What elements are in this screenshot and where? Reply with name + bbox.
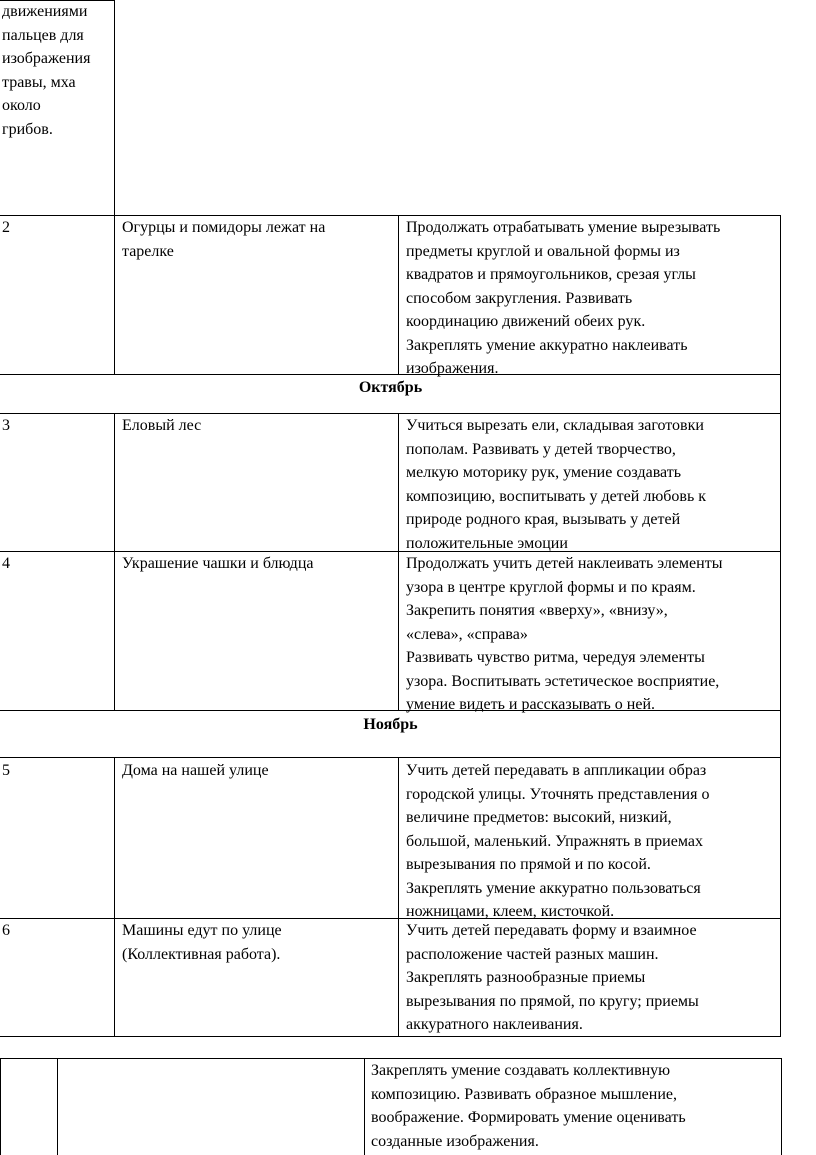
month-header-october: Октябрь <box>358 379 423 396</box>
row-topic: Украшение чашки и блюдца <box>122 555 314 572</box>
row-goals: Продолжать учить детей наклеивать элементы узора в центре круглой формы и по краям. Закрепить понятия «вверху», «внизу», «слева», «справа» Развивать чувство ритма, чередуя элементы узора. Воспитывать эстетическое восприятие, умение видеть и рассказывать о ней. <box>406 555 723 713</box>
row-topic: Машины едут по улице (Коллективная работа). <box>122 922 282 963</box>
row-goals: Учить детей передавать форму и взаимное расположение частей разных машин. Закреплять разнообразные приемы вырезывания по прямой, по кругу; приемы аккуратного наклеивания. <box>406 922 699 1033</box>
row-number: 5 <box>2 762 10 779</box>
row-topic: Дома на нашей улице <box>122 762 269 779</box>
row-number: 2 <box>2 219 10 236</box>
month-header-november: Ноябрь <box>363 716 418 733</box>
row-goals: Учиться вырезать ели, складывая заготовки пополам. Развивать у детей творчество, мелкую моторику рук, умение создавать композицию, воспитывать у детей любовь к природе родного края, вызывать у детей положительные эмоции <box>406 417 707 552</box>
row-goals: Учить детей передавать в аппликации образ городской улицы. Уточнять представления о величине предметов: высокий, низкий, большой, маленький. Упражнять в приемах вырезывания по прямой и по косой. Закреплять умение аккуратно пользоваться ножницами, клеем, кисточкой. <box>406 762 710 920</box>
bottom-fragment-goals: Закреплять умение создавать коллективную композицию. Развивать образное мышление, воображение. Формировать умение оценивать созданные изображения. <box>371 1062 686 1150</box>
row-topic: Еловый лес <box>122 417 202 434</box>
row-number: 4 <box>2 555 10 572</box>
row-number: 3 <box>2 417 10 434</box>
row-goals: Продолжать отрабатывать умение вырезывать предметы круглой и овальной формы из квадратов и прямоугольников, срезая углы способом закругления. Развивать координацию движений обеих рук. Закреплять умение аккуратно наклеивать изображения. <box>406 219 721 377</box>
row-topic: Огурцы и помидоры лежат на тарелке <box>122 219 326 260</box>
top-fragment-text: движениями пальцев для изображения травы, мха около грибов. <box>2 3 91 138</box>
row-number: 6 <box>2 922 10 939</box>
